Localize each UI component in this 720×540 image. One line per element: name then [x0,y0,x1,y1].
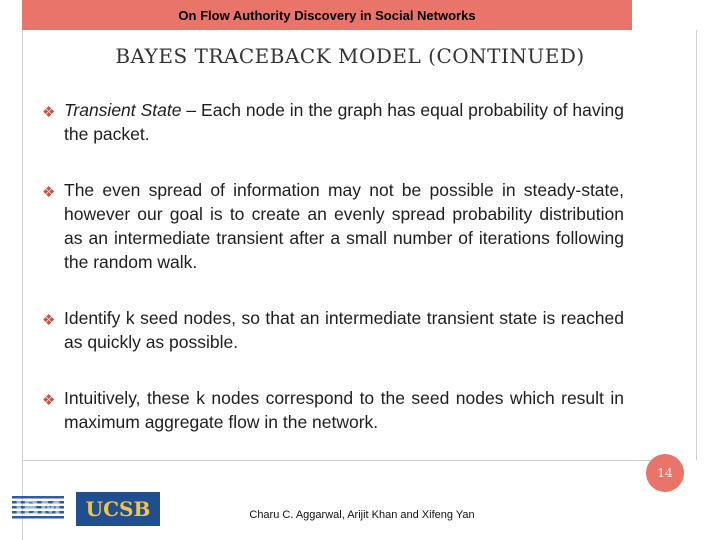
ucsb-logo: UCSB [76,492,160,526]
bullet-term: Transient State [64,100,182,120]
left-border-line [22,30,23,540]
bullet-icon: ❖ [42,104,56,121]
bullet-icon: ❖ [42,392,56,409]
page-number: 14 [657,466,673,480]
bullet-text: Identify k seed nodes, so that an intermediate transient state is reached as quickly as possible. [64,308,624,352]
bullet-list [44,98,624,466]
right-border-line [696,30,697,460]
header-title: On Flow Authority Discovery in Social Networks [178,8,476,23]
bullet-item-3 [44,306,624,354]
slide-title: BAYES TRACEBACK MODEL (CONTINUED) [115,44,585,68]
header-bar [22,0,632,30]
bullet-text: The even spread of information may not be possible in steady-state, however our goal is to create an evenly spread probability distribution as an intermediate transient after a small number of iterations following the random walk. [64,180,624,272]
authors-credit: Charu C. Aggarwal, Arijit Khan and Xifeng Yan [249,509,475,521]
bullet-text: Intuitively, these k nodes correspond to the seed nodes which result in maximum aggregate flow in the network. [64,388,624,432]
bullet-item-4 [44,386,624,434]
bullet-icon: ❖ [42,184,56,201]
bullet-item-1 [44,98,624,146]
bullet-icon: ❖ [42,312,56,329]
ibm-logo-text: IBM [14,497,62,522]
ibm-logo-icon [12,494,64,524]
bullet-text: – Each node in the graph has equal probability of having the packet. [64,100,624,144]
bullet-item-2 [44,178,624,274]
page-number-badge [646,454,684,492]
